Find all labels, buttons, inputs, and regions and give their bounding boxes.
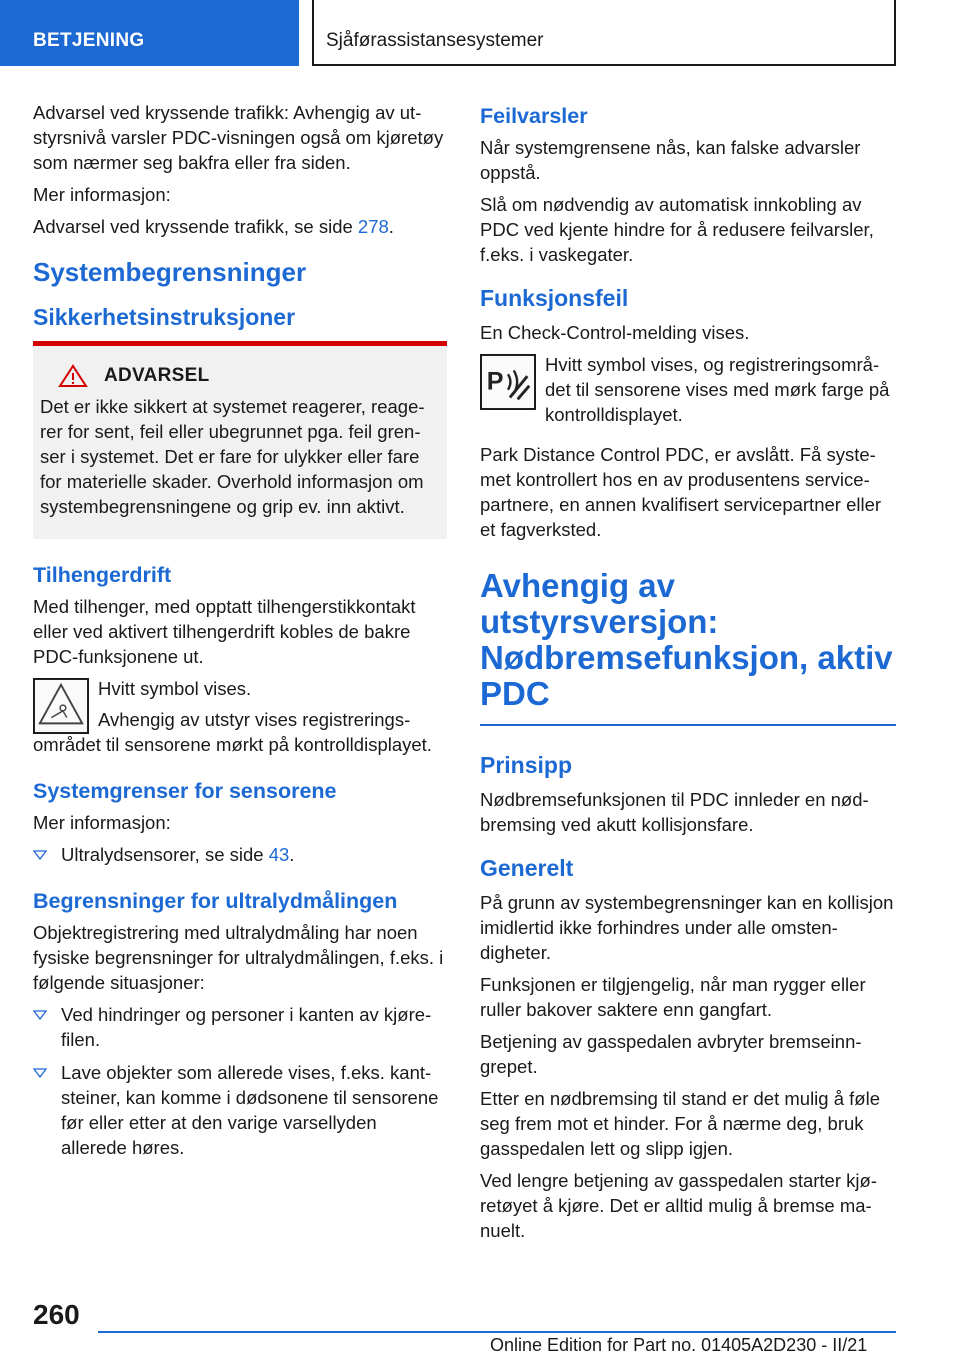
list-item — [33, 1002, 447, 1052]
page-number: 260 — [33, 1299, 80, 1330]
sensor-ref-text: Ultralydsensorer, se side — [61, 844, 269, 865]
section-label: BETJENING — [33, 30, 145, 51]
warning-triangle-icon — [58, 364, 88, 388]
chapter-title-box — [312, 0, 896, 66]
trailer-symbol-icon — [33, 678, 89, 734]
page-link-43[interactable]: 43 — [268, 844, 290, 865]
trailer-symbol-block — [33, 676, 447, 701]
heading-general: Generelt — [480, 855, 574, 881]
chapter-title: Sjåførassistansesystemer — [326, 30, 544, 51]
page-header — [0, 0, 960, 66]
trailer-symbol-text-1: Hvitt symbol vises. — [98, 678, 252, 699]
heading-trailer-operation: Tilhengerdrift — [33, 563, 172, 587]
sensor-ref-end: . — [289, 844, 295, 865]
heading-emergency-brake: Avhengig av utstyrsversjon: Nødbremsefunksjon, aktiv PDC — [480, 568, 896, 726]
heading-sensor-limits: Systemgrenser for sensorene — [33, 779, 337, 803]
trailer-paragraph: Med tilhenger, med opptatt tilhengerstikkontakt eller ved aktivert tilhengerdrift kobles de bakre PDC-funksjonene ut. — [33, 596, 416, 667]
warning-box — [33, 341, 447, 539]
ultrasonic-list — [33, 1002, 447, 1160]
intro-ref-text: Advarsel ved kryssende trafikk, se side — [33, 216, 358, 237]
general-paragraph-1: På grunn av systembegrensninger kan en kollisjon imidlertid ikke forhindres under alle omstendigheter. — [480, 892, 894, 963]
general-paragraph-2: Funksjonen er tilgjengelig, når man rygger eller ruller bakover saktere enn gangfart. — [480, 974, 866, 1020]
page-link-278[interactable]: 278 — [357, 216, 389, 237]
ultrasonic-bullet-1: Ved hindringer og personer i kanten av kjørefilen. — [61, 1004, 432, 1050]
malfunction-paragraph-2: Park Distance Control PDC, er avslått. Få systemet kontrollert hos en av produsentens servicepartnere, en annen kvalifisert servicepartner eller et fagverksted. — [480, 444, 882, 540]
warning-title: ADVARSEL — [104, 365, 210, 386]
ultrasonic-bullet-2: Lave objekter som allerede vises, f.eks. kantsteiner, kan komme i dødsonene til sensorene før eller etter at den varige varsellyden allerede høres. — [61, 1062, 439, 1158]
heading-principle: Prinsipp — [480, 752, 573, 778]
section-tab — [0, 0, 299, 66]
right-column — [480, 100, 896, 1250]
general-paragraph-5: Ved lengre betjening av gasspedalen starter kjøretøyet å kjøre. Det er alltid mulig å bremse manuelt. — [480, 1170, 877, 1241]
pdc-fault-symbol-text: Hvitt symbol vises, og registreringsområdet til sensorene vises med mørk farge på kontrolldisplayet. — [545, 354, 890, 425]
warning-header — [40, 364, 440, 388]
general-paragraph-3: Betjening av gasspedalen avbryter bremseinngrepet. — [480, 1031, 862, 1077]
bullet-triangle-icon — [33, 1068, 47, 1078]
intro-paragraph-1: Advarsel ved kryssende trafikk: Avhengig av utstyrsnivå varsler PDC-visningen også om kjøretøy som nærmer seg bakfra eller fra siden. — [33, 102, 444, 173]
left-column — [33, 100, 447, 1168]
trailer-symbol-text-2: Avhengig av utstyr vises registreringsområdet til sensorene mørkt på kontrolldisplayet. — [33, 709, 432, 755]
pdc-fault-symbol-block — [480, 352, 896, 432]
bullet-triangle-icon — [33, 850, 47, 860]
false-warnings-paragraph-2: Slå om nødvendig av automatisk innkobling av PDC ved kjente hindre for å redusere feilvarsler, f.eks. i vaskegater. — [480, 194, 874, 265]
heading-malfunction: Funksjonsfeil — [480, 285, 629, 311]
intro-ref-end: . — [388, 216, 394, 237]
bullet-triangle-icon — [33, 1010, 47, 1020]
warning-text: Det er ikke sikkert at systemet reagerer, reagerer for sent, feil eller ubegrunnet pga. feil grenser i systemet. Det er fare for ulykker eller fare for materielle skader. Overhold informasjon om systembegrensningene og grip ev. inn aktivt. — [40, 396, 425, 517]
principle-paragraph: Nødbremsefunksjonen til PDC innleder en nødbremsing ved akutt kollisjonsfare. — [480, 789, 869, 835]
sensor-paragraph: Mer informasjon: — [33, 812, 171, 833]
heading-safety-instructions: Sikkerhetsinstruksjoner — [33, 304, 296, 330]
svg-text:P: P — [486, 367, 504, 396]
general-paragraph-4: Etter en nødbremsing til stand er det mulig å føle seg frem mot et hinder. For å nærme deg, bruk gasspedalen lett og slipp igjen. — [480, 1088, 880, 1159]
intro-paragraph-3 — [33, 214, 447, 239]
false-warnings-paragraph-1: Når systemgrensene nås, kan falske advarsler oppstå. — [480, 137, 861, 183]
intro-paragraph-2: Mer informasjon: — [33, 184, 171, 205]
list-item — [33, 1060, 447, 1160]
pdc-fault-symbol-icon — [480, 354, 536, 410]
ultrasonic-paragraph: Objektregistrering med ultralydmåling har noen fysiske begrensninger for ultralydmålingen, f.eks. i følgende situasjoner: — [33, 922, 444, 993]
list-item — [33, 842, 447, 867]
footer-rule — [98, 1331, 896, 1333]
heading-false-warnings: Feilvarsler — [480, 104, 588, 128]
sensor-list — [33, 842, 447, 867]
edition-note: Online Edition for Part no. 01405A2D230 - II/21 — [490, 1335, 868, 1355]
heading-system-limits: Systembegrensninger — [33, 257, 307, 287]
heading-ultrasonic-limits: Begrensninger for ultralydmålingen — [33, 889, 398, 913]
malfunction-paragraph-1: En Check-Control-melding vises. — [480, 322, 750, 343]
